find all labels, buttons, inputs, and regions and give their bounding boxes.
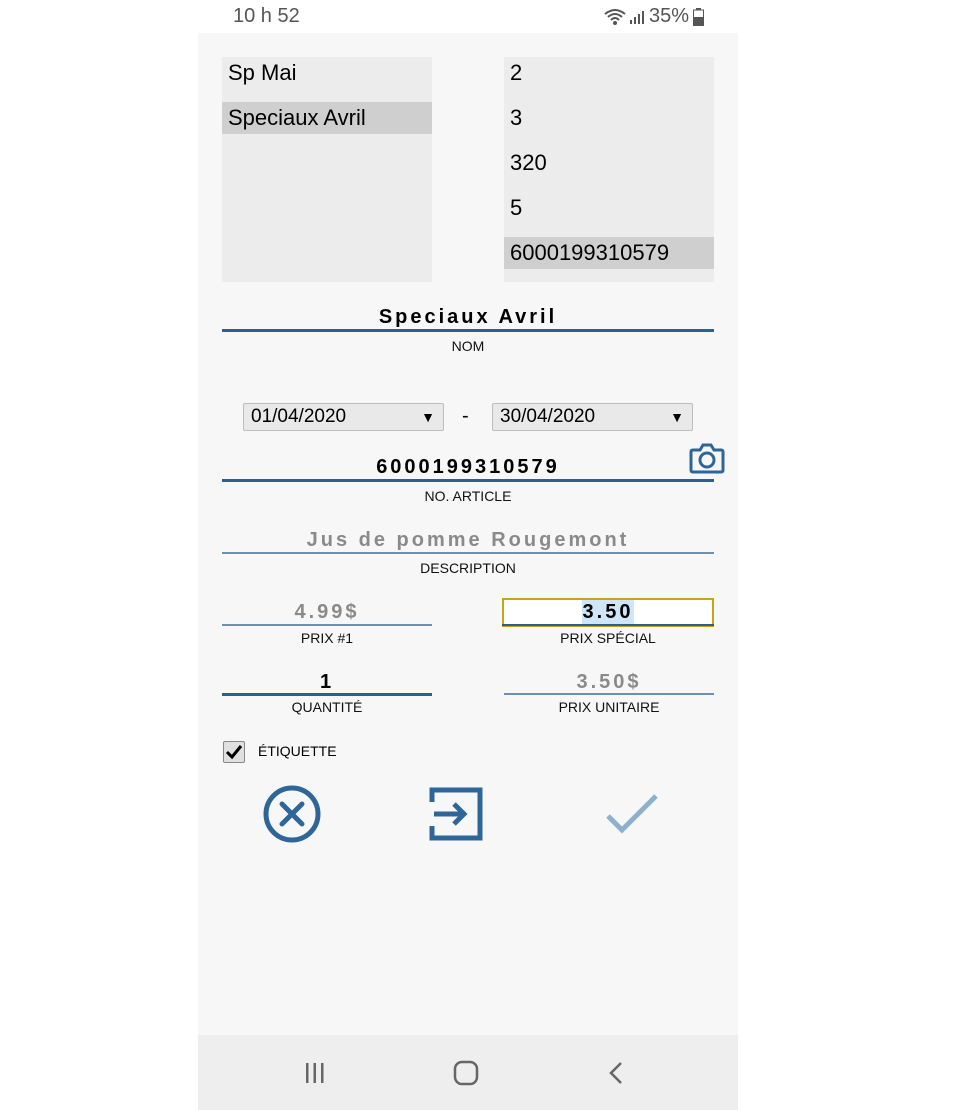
list-item-codes-3[interactable]: 5 xyxy=(510,195,523,220)
home-icon xyxy=(453,1060,479,1086)
date-separator: - xyxy=(462,405,469,427)
list-item-specials-0[interactable]: Sp Mai xyxy=(228,60,297,85)
quantite-input[interactable]: 1 xyxy=(319,671,335,693)
enter-icon xyxy=(426,784,486,844)
prix-special-underline xyxy=(502,624,714,626)
nom-label: NOM xyxy=(451,338,485,354)
list-item-codes-4[interactable]: 6000199310579 xyxy=(504,237,714,269)
nom-underline xyxy=(222,329,714,332)
description-input[interactable]: Jus de pomme Rougemont xyxy=(306,529,630,551)
prix-unitaire-underline xyxy=(504,693,714,695)
signal-icons xyxy=(604,8,645,26)
confirm-button[interactable] xyxy=(602,790,662,840)
date-start-value: 01/04/2020 xyxy=(251,406,347,427)
camera-button[interactable] xyxy=(689,442,725,474)
prix-special-value: 3.50 xyxy=(582,601,634,623)
prix-unitaire-input[interactable]: 3.50$ xyxy=(576,671,642,693)
quantite-label: QUANTITÉ xyxy=(291,699,363,715)
date-end-value: 30/04/2020 xyxy=(500,406,596,427)
system-nav-bar xyxy=(198,1035,738,1110)
prix-special-label: PRIX SPÉCIAL xyxy=(560,630,656,646)
check-icon xyxy=(224,742,244,762)
prix-unitaire-label: PRIX UNITAIRE xyxy=(558,699,660,715)
status-bar xyxy=(198,0,738,33)
status-right xyxy=(604,5,704,28)
description-underline xyxy=(222,552,714,554)
list-item-codes-0[interactable]: 2 xyxy=(510,60,523,85)
battery-percent: 35% xyxy=(648,5,689,27)
list-item-specials-1[interactable]: Speciaux Avril xyxy=(222,102,432,134)
cancel-icon xyxy=(262,784,322,844)
list-item-codes-1[interactable]: 3 xyxy=(510,105,523,130)
status-time: 10 h 52 xyxy=(233,5,300,27)
etiquette-checkbox[interactable] xyxy=(223,741,245,763)
app-screen xyxy=(198,0,738,1110)
camera-icon xyxy=(689,442,725,474)
article-underline xyxy=(222,479,714,482)
cell-signal-icon xyxy=(629,9,645,25)
specials-list[interactable] xyxy=(222,57,432,282)
recent-apps-button[interactable] xyxy=(295,1055,335,1091)
date-start-select[interactable] xyxy=(243,403,444,431)
wifi-icon xyxy=(604,8,626,26)
article-input[interactable]: 6000199310579 xyxy=(376,456,560,478)
article-label: NO. ARTICLE xyxy=(424,488,512,504)
nom-input[interactable]: Speciaux Avril xyxy=(378,306,558,328)
dropdown-arrow-icon: ▼ xyxy=(670,409,684,425)
back-icon xyxy=(606,1060,626,1086)
enter-button[interactable] xyxy=(426,784,486,844)
prix1-underline xyxy=(222,624,432,626)
etiquette-label: ÉTIQUETTE xyxy=(258,743,337,759)
back-button[interactable] xyxy=(596,1055,636,1091)
dropdown-arrow-icon: ▼ xyxy=(421,409,435,425)
codes-list[interactable] xyxy=(504,57,714,282)
list-item-codes-2[interactable]: 320 xyxy=(510,150,547,175)
home-button[interactable] xyxy=(446,1055,486,1091)
cancel-button[interactable] xyxy=(262,784,322,844)
prix1-input[interactable]: 4.99$ xyxy=(294,601,360,623)
checkmark-icon xyxy=(602,790,662,840)
description-label: DESCRIPTION xyxy=(420,560,516,576)
prix1-label: PRIX #1 xyxy=(300,630,354,646)
quantite-underline xyxy=(222,693,432,696)
date-end-select[interactable] xyxy=(492,403,693,431)
recent-apps-icon xyxy=(302,1061,328,1085)
prix-special-input[interactable] xyxy=(502,598,714,627)
battery-icon xyxy=(693,8,704,26)
